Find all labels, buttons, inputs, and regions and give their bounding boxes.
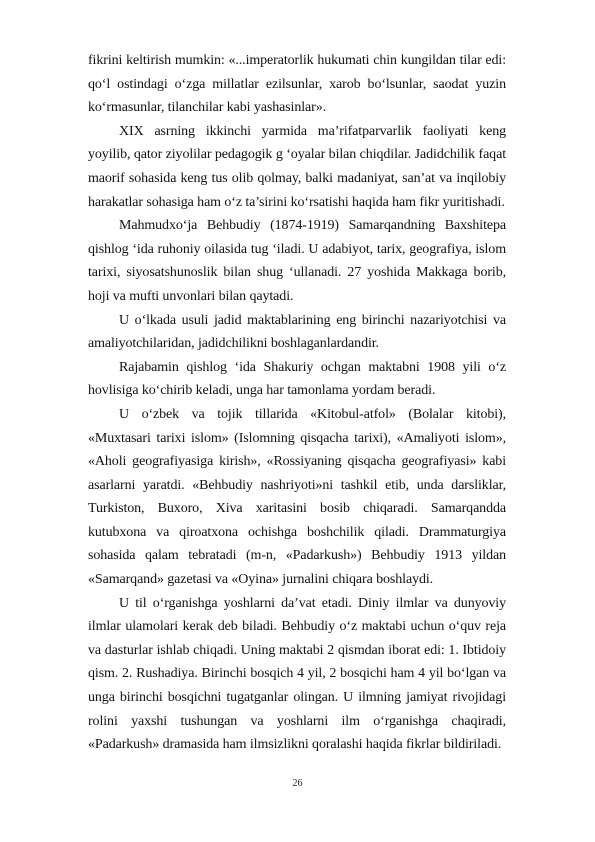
paragraph-3: Mahmudxo‘ja Behbudiy (1874-1919) Samarqandning Baxshitepa qishlog ‘ida ruhoniy oilasida tug ‘iladi. U adabiyot, tarix, geografiya, islom tarixi, siyosatshunoslik bilan shug ‘ullanadi. 27 yoshida Makkaga borib, hoji va mufti unvonlari bilan qaytadi. <box>88 218 506 304</box>
paragraph-7: U til o‘rganishga yoshlarni da’vat etadi. Diniy ilmlar va dunyoviy ilmlar ulamolari kerak deb biladi. Behbudiy o‘z maktabi uchun o‘quv reja va dasturlar ishlab chiqadi. Uning maktabi 2 qismdan iborat edi: 1. Ibtidoiy qism. 2. Rushadiya. Birinchi bosqich 4 yil, 2 bosqichi ham 4 yil bo‘lgan va unga birinchi bosqichni tugatganlar olingan. U ilmning jamiyat rivojidagi rolini yaxshi tushungan va yoshlarni ilm o‘rganishga chaqiradi, «Padarkush» dramasida ham ilmsizlikni qoralashi haqida fikrlar bildiriladi. <box>88 595 506 753</box>
paragraph-1: fikrini keltirish mumkin: «...imperatorlik hukumati chin kungildan tilar edi: qo‘l ostindagi o‘zga millatlar ezilsunlar, xarob bo‘lsunlar, saodat yuzin ko‘rmasunlar, tilanchilar kabi yashasinlar». <box>88 53 506 116</box>
paragraph-2: XIX asrning ikkinchi yarmida ma’rifatparvarlik faoliyati keng yoyilib, qator ziyolilar pedagogik g ‘oyalar bilan chiqdilar. Jadidchilik faqat maorif sohasida keng tus olib qolmay, balki madaniyat, san’at va inqilobiy harakatlar sohasiga ham o‘z ta’sirini ko‘rsatishi haqida ham fikr yuritishadi. <box>88 123 506 210</box>
document-page <box>88 49 506 757</box>
paragraph-6: U o‘zbek va tojik tillarida «Kitobul-atfol» (Bolalar kitobi), «Muxtasari tarixi islom» (Islomning qisqacha tarixi), «Amaliyoti islom», «Aholi geografiyasiga kirish», «Rossiyaning qisqacha geografiyasi» kabi asarlarni yaratdi. «Behbudiy nashriyoti»ni tashkil etib, unda darsliklar, Turkiston, Buxoro, Xiva xaritasini bosib chiqaradi. Samarqandda kutubxona va qiroatxona ochishga boshchilik qiladi. Drammaturgiya sohasida qalam tebratadi (m-n, «Padarkush») Behbudiy 1913 yildan «Samarqand» gazetasi va «Oyina» jurnalini chiqara boshlaydi. <box>88 406 506 588</box>
paragraph-5: Rajabamin qishlog ‘ida Shakuriy ochgan maktabni 1908 yili o‘z hovlisiga ko‘chirib keladi, unga har tamonlama yordam beradi. <box>88 359 506 399</box>
page-number: 26 <box>292 778 303 789</box>
paragraph-4: U o‘lkada usuli jadid maktablarining eng birinchi nazariyotchisi va amaliyotchilaridan, jadidchilikni boshlaganlardandir. <box>88 312 506 352</box>
